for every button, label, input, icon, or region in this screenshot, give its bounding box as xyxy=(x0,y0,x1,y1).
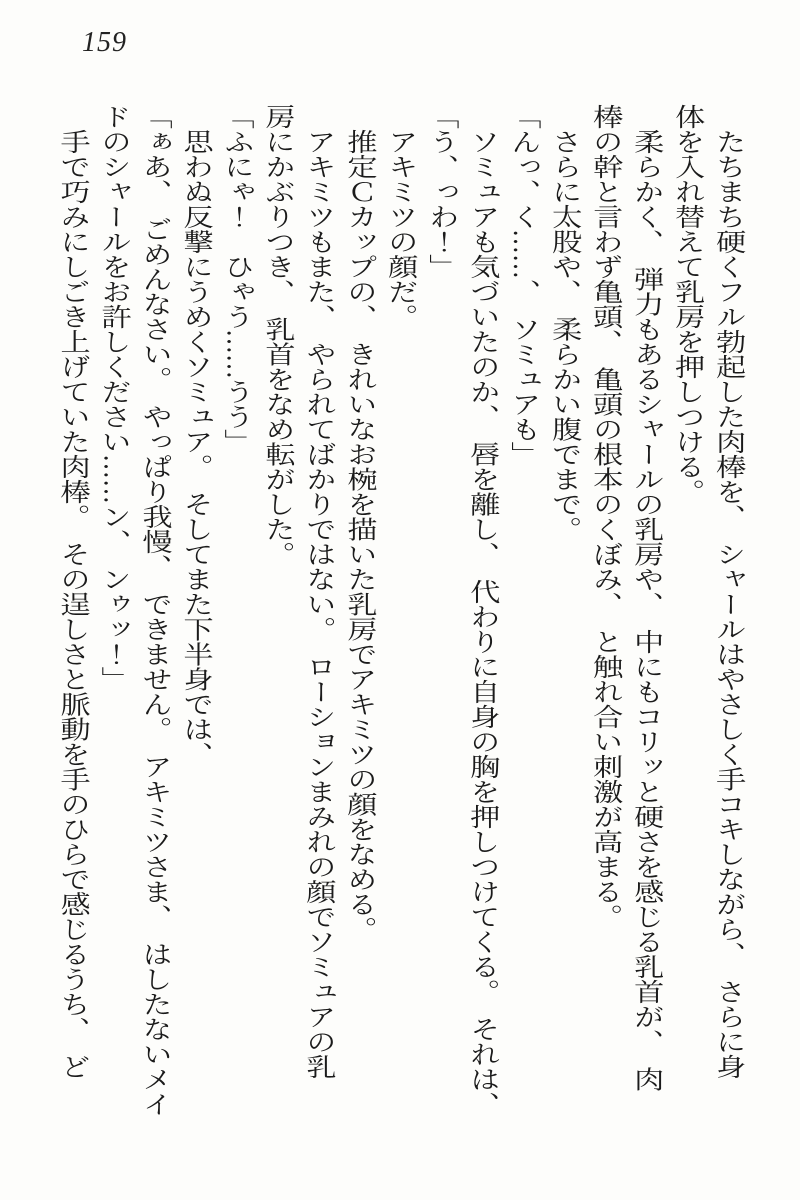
text-line: 推定Ｃカップの、 きれいなお椀を描いた乳房でアキミツの顔をなめる。 xyxy=(343,129,376,942)
text-line: 柔らかく、 弾力もあるシャールの乳房や、 中にもコリッと硬さを感じる乳首が、 肉 xyxy=(629,129,663,1092)
text-line: 房にかぶりつき、 乳首をなめ転がした。 xyxy=(261,104,294,567)
text-line: 思わぬ反撃にうめくソミュア。 そしてまた下半身では、 xyxy=(179,129,212,767)
text-line: 棒の幹と言わず亀頭、 亀頭の根本のくぼみ、 と触れ合い刺激が高まる。 xyxy=(588,104,622,929)
text-line: 「う、っわ！」 xyxy=(425,104,458,279)
text-line: アキミツもまた、 やられてばかりではない。 ローションまみれの顔でソミュアの乳 xyxy=(302,129,335,1079)
text-line: アキミツの顔だ。 xyxy=(384,129,417,329)
text-line: 「ふにゃ！ ひゃう……うう」 xyxy=(220,104,253,454)
text-line: ソミュアも気づいたのか、 唇を離し、 代わりに自身の胸を押しつけてくる。 それは、 xyxy=(466,129,499,1117)
text-line: さらに太股や、 柔らかい腹でまで。 xyxy=(547,129,581,542)
text-block xyxy=(52,104,748,1184)
text-line: 手で巧みにしごき上げていた肉棒。 その逞しさと脈動を手のひらで感じるうち、 ど xyxy=(56,129,89,1079)
page-number: 159 xyxy=(82,27,127,58)
text-line: 「ぁあ、 ごめんなさい。 やっぱり我慢、 できません。 アキミツさま、 はしたないメイ xyxy=(138,104,171,1117)
text-line: 「んっ、く……、 ソミュアも」 xyxy=(506,104,540,467)
text-line: 体を入れ替えて乳房を押しつける。 xyxy=(670,104,704,504)
text-line: たちまち硬くフル勃起した肉棒を、 シャールはやさしく手コキしながら、 さらに身 xyxy=(711,129,745,1079)
text-line: ドのシャールをお許しください……ン、 ンゥッ！」 xyxy=(97,104,130,692)
